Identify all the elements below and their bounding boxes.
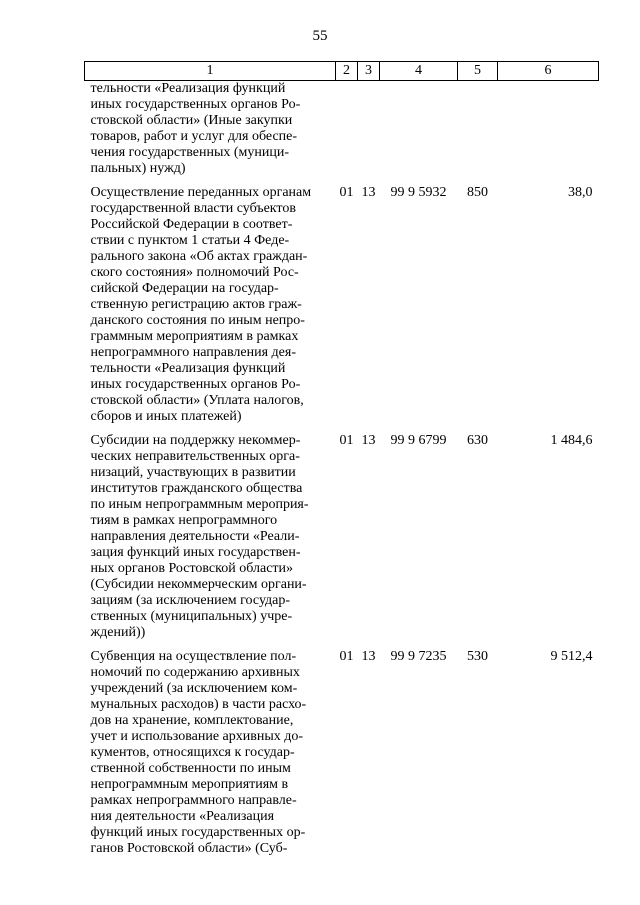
header-col-name: 1 (85, 62, 336, 81)
row-csr: 99 9 5932 (390, 185, 447, 200)
row-pr: 13 (361, 433, 376, 448)
row-amount: 9 512,4 (550, 649, 593, 664)
row-rz: 01 (339, 649, 354, 664)
row-description: Осуществление переданных органам государственной власти субъектов Российской Федерации в соответ- ствии с пунктом 1 статьи 4 Феде- рального закона «Об актах граждан- ского состояния» полномочий Рос- сийской Федерации на государ- ственную регистрацию актов граж- данского состояния по иным непро- граммным мероприятиям в рамках непрограммного направления дея- тельности «Реализация функций иных государственных органов Ро- стовской области» (Уплата налогов, сборов и иных платежей) (90, 185, 312, 424)
table-body (85, 81, 599, 862)
header-col-amount: 6 (498, 62, 599, 81)
row-vr: 850 (467, 185, 488, 200)
row-rz: 01 (339, 185, 354, 200)
table-row (85, 645, 599, 861)
table-row (85, 429, 599, 645)
row-vr: 530 (467, 649, 488, 664)
budget-table (84, 61, 599, 861)
row-vr: 630 (467, 433, 488, 448)
row-amount: 38,0 (568, 185, 593, 200)
row-pr: 13 (361, 649, 376, 664)
header-col-csr: 4 (380, 62, 458, 81)
row-description: Субвенция на осуществление пол- номочий по содержанию архивных учреждений (за исключением ком- мунальных расходов) в части расхо- дов на хранение, комплектование, учет и использование архивных до- кументов, относящихся к государ- ственной собственности по иным непрограммным мероприятиям в рамках непрограммного направле- ния деятельности «Реализация функций иных государственных ор- ганов Ростовской области» (Суб- (90, 649, 307, 856)
page-number: 55 (312, 28, 328, 44)
table-row (85, 81, 599, 182)
row-rz (336, 81, 358, 182)
row-rz: 01 (339, 433, 354, 448)
row-vr (458, 81, 498, 182)
row-description: тельности «Реализация функций иных государственных органов Ро- стовской области» (Иные закупки товаров, работ и услуг для обеспе- чения государственных (муници- пальных) нужд) (90, 81, 301, 176)
table-row (85, 181, 599, 429)
row-pr (358, 81, 380, 182)
row-amount (498, 81, 599, 182)
header-col-vr: 5 (458, 62, 498, 81)
row-description: Субсидии на поддержку некоммер- ческих неправительственных орга- низаций, участвующих в развитии институтов гражданского общества по иным непрограммным мероприя- тиям в рамках непрограммного направления деятельности «Реали- зация функций иных государствен- ных органов Ростовской области» (Субсидии некоммерческим органи- зациям (за исключением государ- ственных (муниципальных) учре- ждений)) (90, 433, 309, 640)
row-amount: 1 484,6 (550, 433, 593, 448)
header-row (85, 62, 599, 81)
row-pr: 13 (361, 185, 376, 200)
table-header (85, 62, 599, 81)
row-csr (380, 81, 458, 182)
header-col-rz: 2 (336, 62, 358, 81)
row-csr: 99 9 7235 (390, 649, 447, 664)
row-csr: 99 9 6799 (390, 433, 447, 448)
header-col-pr: 3 (358, 62, 380, 81)
